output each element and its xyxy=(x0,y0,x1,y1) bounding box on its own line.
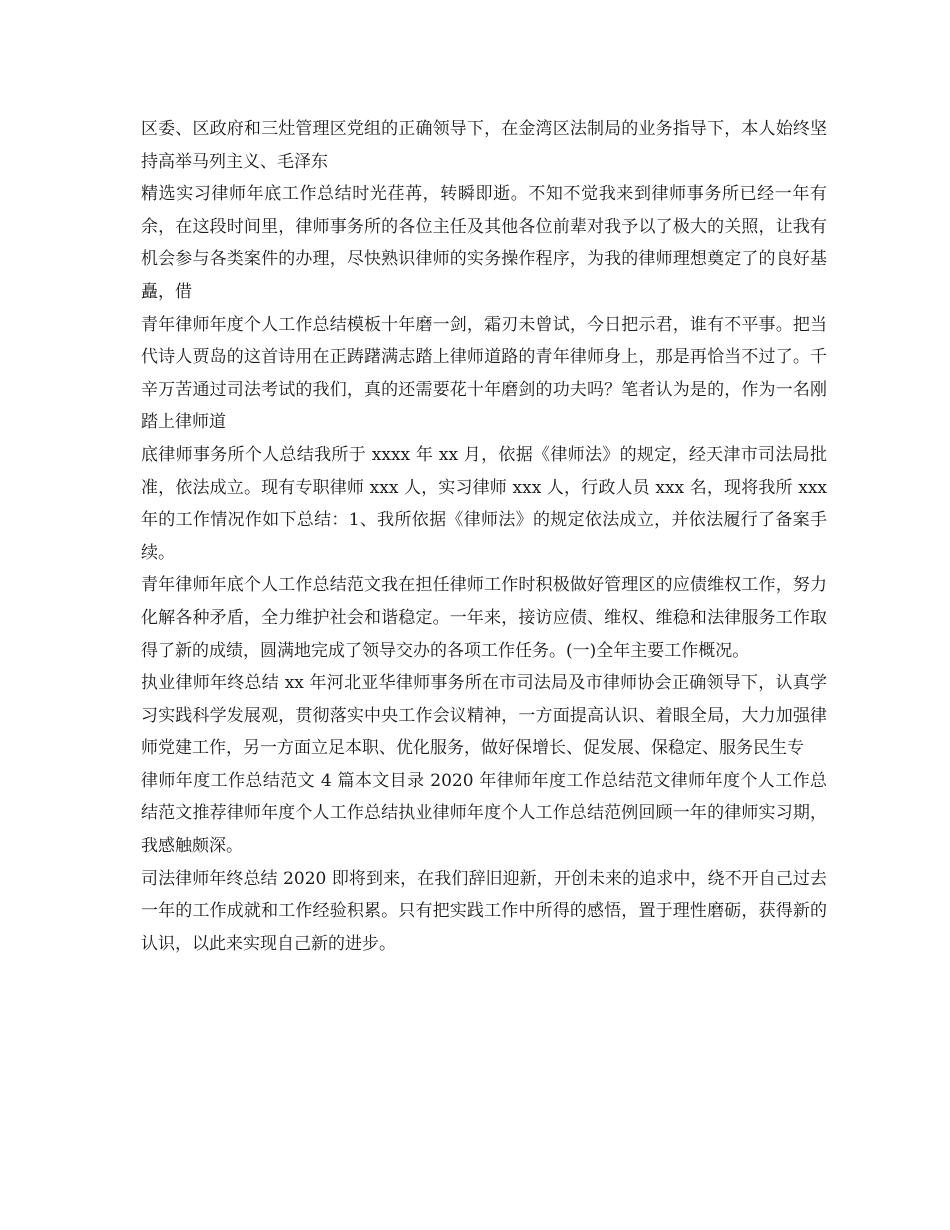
paragraph-1: 区委、区政府和三灶管理区党组的正确领导下，在金湾区法制局的业务指导下，本人始终坚持高举马列主义、毛泽东 xyxy=(141,119,827,172)
paragraph-4: 底律师事务所个人总结我所于 xxxx 年 xx 月，依据《律师法》的规定，经天津市司法局批准，依法成立。现有专职律师 xxx 人，实习律师 xxx 人，行政人员 xxx 名，现将我所 xxx 年的工作情况作如下总结：1、我所依据《律师法》的规定依法成立，并依法履行了备案手续。 xyxy=(141,444,827,563)
paragraph-5: 青年律师年底个人工作总结范文我在担任律师工作时积极做好管理区的应债维权工作，努力化解各种矛盾，全力维护社会和谐稳定。一年来，接访应债、维权、维稳和法律服务工作取得了新的成绩，圆满地完成了领导交办的各项工作任务。(一)全年主要工作概况。 xyxy=(141,575,827,661)
paragraph-6: 执业律师年终总结 xx 年河北亚华律师事务所在市司法局及市律师协会正确领导下，认真学习实践科学发展观，贯彻落实中央工作会议精神，一方面提高认识、着眼全局，大力加强律师党建工作，另一方面立足本职、优化服务，做好保增长、促发展、保稳定、服务民生专 xyxy=(141,673,827,759)
document-body xyxy=(141,113,827,960)
paragraph-7: 律师年度工作总结范文 4 篇本文目录 2020 年律师年度工作总结范文律师年度个人工作总结范文推荐律师年度个人工作总结执业律师年度个人工作总结范例回顾一年的律师实习期，我感触颇深。 xyxy=(141,770,827,857)
paragraph-2: 精选实习律师年底工作总结时光荏苒，转瞬即逝。不知不觉我来到律师事务所已经一年有余，在这段时间里，律师事务所的各位主任及其他各位前辈对我予以了极大的关照，让我有机会参与各类案件的办理，尽快熟识律师的实务操作程序，为我的律师理想奠定了的良好基矗，借 xyxy=(141,184,827,302)
paragraph-8: 司法律师年终总结 2020 即将到来，在我们辞旧迎新，开创未来的追求中，绕不开自己过去一年的工作成就和工作经验积累。只有把实践工作中所得的感悟，置于理性磨砺，获得新的认识，以此来实现自己新的进步。 xyxy=(141,868,827,954)
paragraph-3: 青年律师年度个人工作总结模板十年磨一剑，霜刃未曾试，今日把示君，谁有不平事。把当代诗人贾岛的这首诗用在正踌躇满志踏上律师道路的青年律师身上，那是再恰当不过了。千辛万苦通过司法考试的我们，真的还需要花十年磨剑的功夫吗？笔者认为是的，作为一名刚踏上律师道 xyxy=(141,314,827,433)
